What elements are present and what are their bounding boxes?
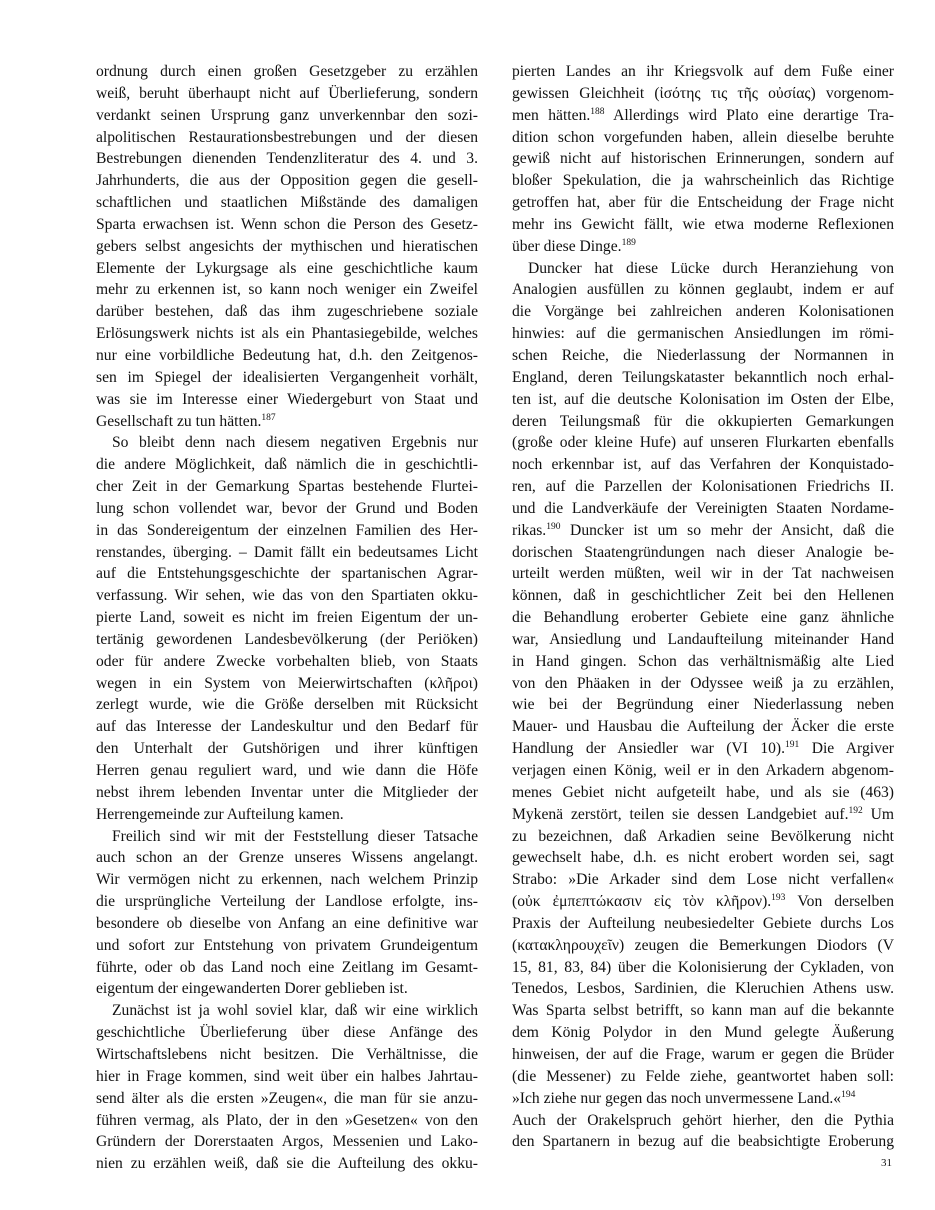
text-line <box>96 258 478 280</box>
line-text: Elemente der Lykurgsage als eine geschichtliche kaum <box>96 259 478 277</box>
text-line <box>512 411 894 433</box>
left-column <box>96 61 478 1175</box>
text-line <box>512 738 894 760</box>
footnote-marker: 188 <box>590 106 605 117</box>
text-line <box>96 957 478 979</box>
line-text: hier in Frage kommen, sind weit über ein halbes Jahrtau- <box>96 1067 478 1085</box>
text-line <box>96 673 478 695</box>
text-line <box>512 563 894 585</box>
line-text: führte, oder ob das Land noch eine Zeitlang im Gesamt- <box>96 958 478 976</box>
page-number: 31 <box>881 1157 892 1169</box>
line-text: zu bezeichnen, daß Arkadien seine Bevölkerung nicht <box>512 827 894 845</box>
text-line <box>96 476 478 498</box>
text-line <box>512 367 894 389</box>
text-line <box>512 1088 894 1110</box>
text-line <box>96 826 478 848</box>
line-text: und die Landverkäufe der Vereinigten Staaten Nordame- <box>512 499 894 517</box>
line-text: wegen in ein System von Meierwirtschaften (κλῆροι) <box>96 674 478 692</box>
text-line <box>96 498 478 520</box>
text-line <box>512 542 894 564</box>
text-line <box>96 1088 478 1110</box>
line-text: noch erkennbar ist, auf das Verfahren der Konquistado- <box>512 456 894 474</box>
line-text: Herren genau reguliert ward, und wie dann die Höfe <box>96 762 478 779</box>
text-line <box>512 127 894 149</box>
line-text: verfassung. Wir sehen, wie das von den Spartiaten okku- <box>96 587 478 605</box>
line-text: pierten Landes an ihr Kriegsvolk auf dem Fuße einer <box>512 63 894 80</box>
text-line <box>512 826 894 848</box>
line-text: nien zu erzählen weiß, daß sie die Aufteilung des okku- <box>96 1155 478 1173</box>
text-line <box>512 454 894 476</box>
text-line <box>96 694 478 716</box>
line-text: von den Phäaken in der Odyssee weiß ja zu erzählen, <box>512 674 894 692</box>
line-text: gewechselt habe, d.h. es nicht erobert worden sei, sagt <box>512 849 894 867</box>
line-text: alpolitischen Restaurationsbestrebungen und der diesen <box>96 128 478 146</box>
line-text: Duncker hat diese Lücke durch Heranziehung von <box>528 259 894 277</box>
text-line <box>512 760 894 782</box>
line-text: gewiß nicht auf historischen Erinnerungen, sondern auf <box>512 150 894 168</box>
line-text-continued: Die Argiver <box>799 740 895 758</box>
line-text: den Spartanern in bezug auf die beabsichtigte Eroberung <box>512 1133 894 1151</box>
text-line <box>512 236 894 258</box>
text-line <box>96 607 478 629</box>
line-text: Jahrhunderts, die aus der Opposition gegen die gesell- <box>96 172 478 190</box>
line-text: dorischen Staatengründungen nach dieser Analogie be- <box>512 543 894 561</box>
line-text: England, deren Teilungskataster bekanntlich noch erhal- <box>512 368 894 386</box>
line-text: die ursprüngliche Verteilung der Landlose erfolgte, ins- <box>96 893 478 911</box>
text-line <box>96 542 478 564</box>
text-line <box>96 978 478 1000</box>
text-line <box>512 476 894 498</box>
footnote-marker: 187 <box>261 412 276 423</box>
line-text: besondere ob dieselbe von Anfang an eine definitive war <box>96 914 478 932</box>
line-text: eigentum der eingewanderten Dorer geblieben ist. <box>96 980 408 998</box>
line-text: verdankt seinen Ursprung ganz unverkennbar den sozi- <box>96 106 478 124</box>
text-line <box>96 891 478 913</box>
text-line <box>96 935 478 957</box>
text-line <box>96 236 478 258</box>
line-text: Was Sparta selbst betrifft, so kann man auf die bekannte <box>512 1002 894 1020</box>
line-text: auch schon an der Grenze unseres Wissens angelangt. <box>96 849 478 867</box>
line-text-continued: Um <box>862 805 894 823</box>
line-text: (οὐκ ἐμπεπτώκασιν εἰς τὸν κλῆρον). <box>512 893 772 911</box>
line-text: renstandes, überging. – Damit fällt ein bedeutsames Licht <box>96 543 478 561</box>
line-text: oder für andere Zwecke vorbehalten blieb, von Staats <box>96 652 478 670</box>
line-text: die andere Möglichkeit, daß nämlich die in geschichtli- <box>96 456 478 474</box>
line-text: können, daß in geschichtlicher Zeit bei den Hellenen <box>512 587 894 605</box>
line-text: Mykenä zerstört, teilen sie dessen Landgebiet auf. <box>512 805 849 823</box>
line-text: gebers selbst angesichts der mythischen und hieratischen <box>96 237 478 255</box>
line-text: in Hand gingen. Schon das verhältnismäßig alte Lied <box>512 652 894 670</box>
text-line <box>512 585 894 607</box>
text-line <box>512 935 894 957</box>
line-text: hinwies: auf die germanischen Ansiedlungen im römi- <box>512 325 894 343</box>
line-text: Tenedos, Lesbos, Sardinien, die Kleruchien Athens usw. <box>512 980 894 998</box>
text-line <box>96 1000 478 1022</box>
text-line <box>512 913 894 935</box>
text-line <box>96 323 478 345</box>
text-line <box>512 673 894 695</box>
text-line <box>512 1066 894 1088</box>
footnote-marker: 193 <box>771 893 786 904</box>
line-text: Analogien ausfüllen zu können geglaubt, indem er auf <box>512 281 894 299</box>
text-line <box>512 694 894 716</box>
text-line <box>512 869 894 891</box>
line-text: Handlung der Ansiedler war (VI 10). <box>512 740 786 758</box>
line-text: in das Sondereigentum der einzelnen Familien des Her- <box>96 521 478 539</box>
text-line <box>512 432 894 454</box>
line-text: ren, auf die Parzellen der Kolonisationen Friedrichs II. <box>512 478 894 496</box>
line-text: bloßer Spekulation, die ja wahrscheinlich das Richtige <box>512 172 894 190</box>
line-text: Wirtschaftslebens nicht besitzen. Die Verhältnisse, die <box>96 1045 478 1063</box>
text-line <box>96 629 478 651</box>
line-text: nur eine vorbildliche Bedeutung hat, d.h. den Zeitgenos- <box>96 346 478 364</box>
text-line <box>512 957 894 979</box>
line-text: geschichtliche Überlieferung über diese Anfänge des <box>96 1024 478 1042</box>
line-text: was sie im Interesse einer Wiedergeburt von Staat und <box>96 390 478 408</box>
text-line <box>512 323 894 345</box>
text-line <box>96 367 478 389</box>
line-text: verjagen einen König, weil er in den Arkadern abgenom- <box>512 762 894 779</box>
text-line <box>512 782 894 804</box>
line-text: Zunächst ist ja wohl soviel klar, daß wir eine wirklich <box>112 1002 478 1020</box>
line-text: ordnung durch einen großen Gesetzgeber zu erzählen <box>96 63 478 80</box>
line-text: (die Messener) zu Felde ziehe, geantwortet haben soll: <box>512 1067 894 1085</box>
line-text: zerlegt wurde, wie die Größe derselben mit Rücksicht <box>96 696 478 714</box>
text-line <box>96 345 478 367</box>
line-text: Bestrebungen dienenden Tendenzliteratur des 4. und 3. <box>96 150 478 168</box>
text-line <box>96 847 478 869</box>
line-text: Auch der Orakelspruch gehört hierher, den die Pythia <box>512 1111 894 1129</box>
text-line <box>96 1044 478 1066</box>
line-text: lung schon vollendet war, bevor der Grund und Boden <box>96 499 478 517</box>
line-text: Strabo: »Die Arkader sind dem Lose nicht verfallen« <box>512 871 894 889</box>
line-text-continued: Allerdings wird Plato eine derartige Tra- <box>604 106 894 124</box>
line-text: wie bei der Begründung einer Niederlassung neben <box>512 696 894 714</box>
text-line <box>96 869 478 891</box>
line-text: schaftlichen und staatlichen Mißstände des damaligen <box>96 194 478 212</box>
line-text: men hätten. <box>512 106 591 124</box>
line-text: darüber bestehen, daß das ihm zugeschriebene soziale <box>96 303 478 321</box>
line-text: getroffen hat, aber für die Entscheidung der Frage nicht <box>512 194 894 212</box>
line-text: schen Reiche, die Niederlassung der Normannen in <box>512 346 894 364</box>
text-line <box>96 411 478 433</box>
text-line <box>96 716 478 738</box>
text-line <box>96 432 478 454</box>
text-line <box>512 83 894 105</box>
line-text: deren Teilungsmaß für die okkupierten Gemarkungen <box>512 412 894 430</box>
text-line <box>96 738 478 760</box>
text-line <box>512 301 894 323</box>
text-line <box>96 83 478 105</box>
text-line <box>96 804 478 826</box>
text-line <box>96 782 478 804</box>
line-text: mehr ins Gewicht fällt, wie etwa moderne Reflexionen <box>512 215 894 233</box>
line-text: dem König Polydor in den Mund gelegte Äußerung <box>512 1024 894 1042</box>
line-text: pierte Land, soweit es nicht im freien Eigentum der un- <box>96 609 478 627</box>
text-line <box>96 585 478 607</box>
text-line <box>512 389 894 411</box>
line-text: ten ist, auf die deutsche Kolonisation im Osten der Elbe, <box>512 390 894 408</box>
line-text: Praxis der Aufteilung neubesiedelter Gebiete durchs Los <box>512 914 894 932</box>
text-line <box>512 520 894 542</box>
text-line <box>512 192 894 214</box>
text-line <box>512 847 894 869</box>
text-line <box>512 629 894 651</box>
text-line <box>96 520 478 542</box>
right-column <box>512 61 894 1153</box>
footnote-marker: 194 <box>841 1089 856 1100</box>
line-text: auf die Entstehungsgeschichte der spartanischen Agrar- <box>96 565 478 583</box>
line-text: nebst ihrem lebenden Inventar unter die Mitglieder der <box>96 783 478 801</box>
line-text: über diese Dinge. <box>512 237 622 255</box>
line-text: führen vermag, als Plato, der in den »Gesetzen« von den <box>96 1111 478 1129</box>
line-text: mehr zu erkennen ist, so kann noch weniger ein Zweifel <box>96 281 478 299</box>
text-line <box>96 170 478 192</box>
line-text: gewissen Gleichheit (ἰσότης τις τῆς οὐσίας) vorgenom- <box>512 84 894 102</box>
line-text: sen im Spiegel der idealisierten Vergangenheit vorhält, <box>96 368 478 386</box>
text-line <box>96 651 478 673</box>
text-line <box>96 148 478 170</box>
text-line <box>512 1000 894 1022</box>
text-line <box>96 279 478 301</box>
text-line <box>512 804 894 826</box>
line-text: Mauer- und Hausbau die Aufteilung der Äcker die erste <box>512 718 894 736</box>
text-line <box>512 345 894 367</box>
line-text: So bleibt denn nach diesem negativen Ergebnis nur <box>112 434 478 452</box>
line-text: war, Ansiedlung und Landaufteilung miteinander Hand <box>512 630 894 648</box>
line-text: send älter als die ersten »Zeugen«, die man für sie anzu- <box>96 1089 478 1107</box>
line-text: dition schon vorgefunden haben, allein dieselbe beruhte <box>512 128 894 146</box>
line-text: cher Zeit in der Gemarkung Spartas bestehende Flurtei- <box>96 478 478 496</box>
text-line <box>512 258 894 280</box>
text-line <box>512 1110 894 1132</box>
line-text: menes Gebiet nicht aufgeteilt habe, und als sie (463) <box>512 783 894 801</box>
text-line <box>96 1022 478 1044</box>
text-line <box>96 127 478 149</box>
text-line <box>512 1044 894 1066</box>
line-text: und sofort zur Entstehung von privatem Grundeigentum <box>96 936 478 954</box>
line-text: Herrengemeinde zur Aufteilung kamen. <box>96 805 344 823</box>
line-text: weiß, beruht überhaupt nicht auf Überlieferung, sondern <box>96 84 478 102</box>
text-line <box>96 760 478 782</box>
line-text: Gesellschaft zu tun hätten. <box>96 412 262 430</box>
text-line <box>96 1066 478 1088</box>
line-text: Freilich sind wir mit der Feststellung dieser Tatsache <box>112 827 478 845</box>
text-line <box>512 105 894 127</box>
text-line <box>96 1131 478 1153</box>
text-line <box>512 1131 894 1153</box>
line-text: (große oder kleine Hufe) auf unseren Flurkarten ebenfalls <box>512 434 894 452</box>
text-line <box>96 563 478 585</box>
text-line <box>512 978 894 1000</box>
text-line <box>96 913 478 935</box>
text-line <box>512 716 894 738</box>
text-line <box>512 498 894 520</box>
text-line <box>512 214 894 236</box>
line-text-continued: Von derselben <box>785 893 895 911</box>
text-line <box>96 214 478 236</box>
text-line <box>96 192 478 214</box>
line-text: hinweisen, der auf die Frage, warum er gegen die Brüder <box>512 1045 894 1063</box>
line-text: Sparta erwachsen ist. Wenn schon die Person des Gesetz- <box>96 215 478 233</box>
line-text: 15, 81, 83, 84) über die Kolonisierung der Cykladen, von <box>512 958 894 976</box>
text-line <box>96 1110 478 1132</box>
line-text: auf das Interesse der Landeskultur und den Bedarf für <box>96 718 478 736</box>
line-text: »Ich ziehe nur gegen das noch unvermessene Land.« <box>512 1089 842 1107</box>
line-text: den Unterhalt der Gutshörigen und ihrer künftigen <box>96 740 478 758</box>
line-text: Gründern der Dorerstaaten Argos, Messenien und Lako- <box>96 1133 478 1151</box>
text-line <box>512 148 894 170</box>
line-text: Erlösungswerk nichts ist als ein Phantasiegebilde, welches <box>96 325 478 343</box>
footnote-marker: 189 <box>621 237 636 248</box>
footnote-marker: 191 <box>785 740 800 751</box>
text-line <box>96 61 478 83</box>
line-text: Wir vermögen nicht zu erkennen, nach welchem Prinzip <box>96 871 478 889</box>
text-line <box>96 389 478 411</box>
line-text: tertänig gewordenen Landesbevölkerung (der Periöken) <box>96 630 478 648</box>
line-text-continued: Duncker ist um so mehr der Ansicht, daß die <box>560 521 894 539</box>
text-line <box>512 891 894 913</box>
text-line <box>96 454 478 476</box>
line-text: (κατακληρουχεῖν) zeugen die Bemerkungen Diodors (V <box>512 936 894 954</box>
text-line <box>512 170 894 192</box>
text-line <box>96 105 478 127</box>
line-text: die Vorgänge bei zahlreichen anderen Kolonisationen <box>512 303 894 321</box>
text-line <box>512 1022 894 1044</box>
text-line <box>512 651 894 673</box>
line-text: die Behandlung eroberter Gebiete eine ganz ähnliche <box>512 609 894 627</box>
footnote-marker: 192 <box>848 805 863 816</box>
text-line <box>512 279 894 301</box>
text-line <box>512 61 894 83</box>
text-line <box>96 1153 478 1175</box>
text-line <box>96 301 478 323</box>
line-text: rikas. <box>512 521 547 539</box>
text-line <box>512 607 894 629</box>
footnote-marker: 190 <box>546 521 561 532</box>
line-text: urteilt werden müßten, weil wir in der Tat nachweisen <box>512 565 894 583</box>
